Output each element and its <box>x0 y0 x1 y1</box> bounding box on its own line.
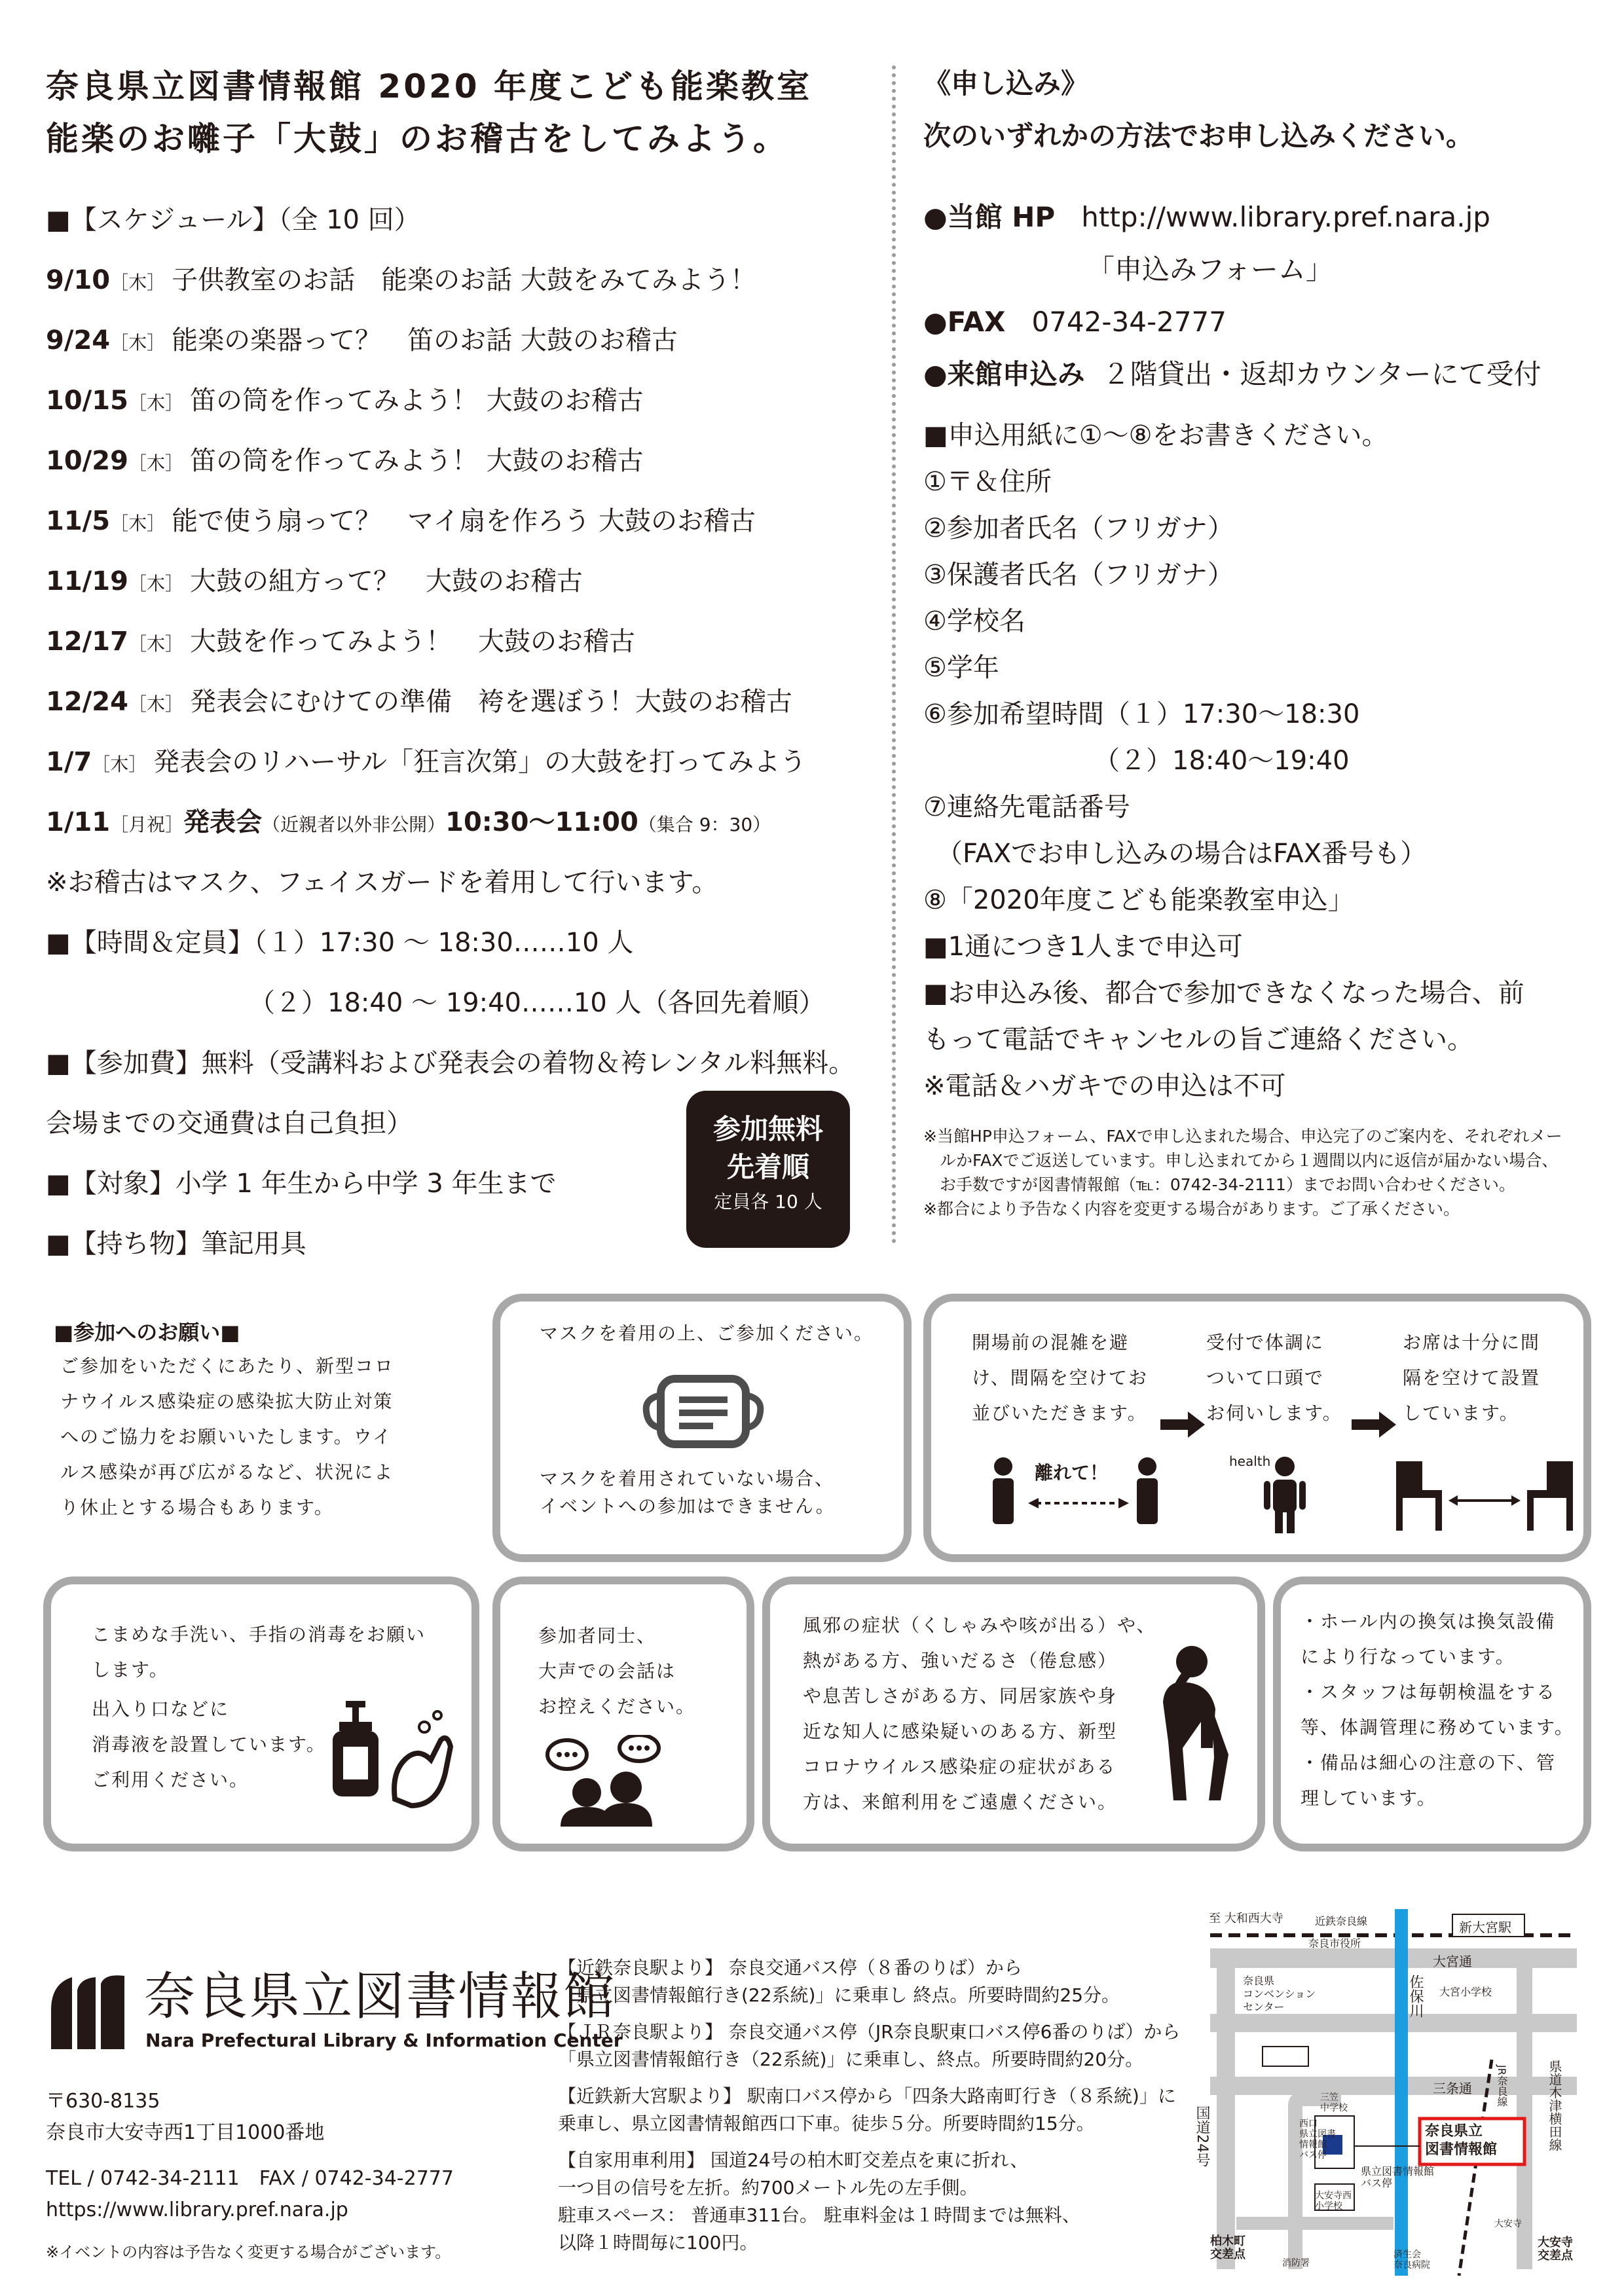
title-line-2: 能楽のお囃子「大鼓」のお稽古をしてみよう。 <box>46 120 788 158</box>
hall-line: 等、体調管理に務めています。 <box>1301 1717 1574 1738</box>
apply-visit-text: ２階貸出・返却カウンターにて受付 <box>1102 358 1541 390</box>
access-line <box>558 2138 1180 2147</box>
map-label-line: 県立図書情報館 <box>1361 2165 1435 2178</box>
handwash-line: 消毒液を設置しています。 <box>92 1734 326 1755</box>
symptoms-line: コロナウイルス感染症の症状がある <box>803 1756 1116 1777</box>
map-daianji-elem <box>1315 2191 1352 2212</box>
disclaimer: ※イベントの内容は予告なく変更する場合がございます。 <box>46 2243 451 2261</box>
schedule-row <box>46 431 871 491</box>
map-kintetsu-line: 近鉄奈良線 <box>1315 1915 1368 1927</box>
hall-text <box>1301 1604 1574 1816</box>
schedule-row <box>46 672 871 732</box>
schedule-topic: 能で使う扇って？ マイ扇を作ろう 大鼓のお稽古 <box>172 506 756 536</box>
fee-line-2: 会場までの交通費は自己負担） <box>46 1108 413 1139</box>
fee-line-1: ■【参加費】無料（受講料および発表会の着物＆袴レンタル料無料。 <box>46 1048 855 1078</box>
contact-block <box>46 2086 454 2262</box>
flow-line: お席は十分に間 <box>1403 1332 1541 1353</box>
badge-first-come: 先着順 <box>726 1151 809 1183</box>
schedule-row <box>46 611 871 672</box>
schedule-date: 11/19 <box>46 566 128 596</box>
map-omiya-elem: 大宮小学校 <box>1439 1986 1492 1998</box>
request-panel <box>46 1316 478 1552</box>
target-line: ■【対象】小学 1 年生から中学 3 年生まで <box>46 1169 557 1199</box>
fine-print-line: ※当館HP申込フォーム、FAXで申し込まれた場合、申込完了のご案内を、それぞれメー <box>923 1127 1562 1146</box>
arrow-right-icon <box>1352 1412 1397 1438</box>
map-saho-river: 佐保川 <box>1407 1975 1424 2018</box>
schedule-weekday: ［木］ <box>128 693 183 715</box>
map-label-line: 交差点 <box>1210 2248 1246 2261</box>
request-line: ルス感染が再び広がるなど、状況によ <box>60 1461 394 1483</box>
mask-panel <box>492 1294 912 1562</box>
mask-note: ※お稽古はマスク、フェイスガードを着用して行います。 <box>46 867 718 898</box>
hall-line: ・ホール内の換気は換気設備 <box>1301 1611 1556 1632</box>
person-icon <box>1259 1456 1311 1535</box>
map-library-bus-stop <box>1361 2166 1434 2189</box>
form-field-line: （２）18:40～19:40 <box>923 746 1350 776</box>
request-title: ■参加へのお願い■ <box>54 1320 240 1345</box>
conversation-icon <box>541 1735 672 1827</box>
request-line: ナウイルス感染症の感染拡大防止対策 <box>60 1391 394 1412</box>
map-graphic <box>1184 1909 1590 2276</box>
time-capacity-2: （２）18:40 ～ 19:40……10 人（各回先着順） <box>249 988 825 1018</box>
form-field-line: ①〒＆住所 <box>923 467 1052 497</box>
schedule-row <box>46 250 871 310</box>
map-to-yamato: 至 大和西大寺 <box>1209 1912 1283 1925</box>
application-section <box>923 58 1591 1221</box>
symptoms-line: 熱がある方、強いだるさ（倦怠感） <box>803 1650 1118 1671</box>
final-time: 10:30～11:00 <box>445 807 638 837</box>
map-label-line: バス停 <box>1299 2150 1327 2160</box>
form-field-line: ※電話＆ハガキでの申込は不可 <box>923 1071 1286 1101</box>
flow-step-queue <box>972 1325 1148 1431</box>
flow-line: しています。 <box>1403 1402 1519 1424</box>
flow-line: お伺いします。 <box>1206 1402 1342 1424</box>
flow-line: 隔を空けて設置 <box>1403 1367 1541 1389</box>
form-fields-list <box>923 459 1591 1110</box>
apply-fax-row <box>923 296 1591 348</box>
access-line: 【ＪＲ奈良駅より】 奈良交通バス停（JR奈良駅東口バス停6番のりば）から <box>558 2021 1181 2043</box>
map-label-line: 大安寺 <box>1538 2236 1573 2250</box>
final-note: （近親者以外非公開） <box>262 814 446 835</box>
schedule-weekday: ［木］ <box>128 633 183 655</box>
library-logo-icon <box>46 1971 131 2056</box>
map-jr-line: JR奈良線 <box>1496 2065 1508 2107</box>
schedule-topic: 子供教室のお話 能楽のお話 大鼓をみてみよう！ <box>172 265 756 295</box>
hall-line: ・スタッフは毎朝検温をする <box>1301 1681 1557 1703</box>
symptoms-panel <box>762 1576 1265 1851</box>
symptoms-line: 方は、来館利用をご遠慮ください。 <box>803 1791 1118 1813</box>
form-field-line: ■1通につき1人まで申込可 <box>923 932 1243 962</box>
talk-line: お控えください。 <box>538 1696 696 1717</box>
schedule-row <box>46 491 871 551</box>
schedule-date: 1/7 <box>46 747 92 777</box>
talk-panel <box>492 1576 754 1851</box>
map-city-hall: 奈良市役所 <box>1308 1937 1361 1950</box>
map-convention <box>1243 1975 1316 2014</box>
schedule-weekday: ［木］ <box>110 513 166 534</box>
map-west-bus-stop <box>1299 2119 1336 2160</box>
schedule-date: 9/24 <box>46 325 111 355</box>
schedule-date: 12/17 <box>46 627 128 657</box>
schedule-date: 9/10 <box>46 265 111 295</box>
map-label-line: コンベンション <box>1243 1988 1316 2000</box>
flow-step-seats <box>1403 1325 1540 1431</box>
map-library <box>1425 2123 1497 2159</box>
apply-hp-form: 「申込みフォーム」 <box>1087 253 1333 285</box>
fine-print-line: ※都合により予告なく内容を変更する場合があります。ご了承ください。 <box>923 1199 1460 1218</box>
schedule-topic: 笛の筒を作ってみよう！ 大鼓のお稽古 <box>189 446 644 476</box>
form-field-line: ④学校名 <box>923 606 1025 636</box>
library-name-jp: 奈良県立図書情報館 <box>144 1967 616 2026</box>
schedule-topic: 笛の筒を作ってみよう！ 大鼓のお稽古 <box>189 386 644 416</box>
schedule-weekday: ［木］ <box>110 272 166 293</box>
map-kashiwagi-jct <box>1210 2235 1246 2261</box>
fine-print <box>923 1124 1591 1221</box>
title-line-1: 奈良県立図書情報館 2020 年度こども能楽教室 <box>46 67 812 105</box>
health-label: health <box>1229 1453 1271 1469</box>
apply-hp-label: ●当館 HP <box>923 201 1056 233</box>
mask-top-text: マスクを着用の上、ご参加ください。 <box>540 1322 874 1344</box>
sanitizer-icon <box>333 1701 457 1812</box>
access-line: 乗車し、県立図書情報館西口下車。徒歩５分。所要時間約15分。 <box>558 2113 1095 2134</box>
map-daianji: 大安寺 <box>1494 2219 1522 2229</box>
handwash-panel <box>43 1576 479 1851</box>
symptoms-line: や息苦しさがある方、同居家族や身 <box>803 1685 1118 1707</box>
schedule-weekday: ［木］ <box>92 754 147 775</box>
access-line: 【近鉄新大宮駅より】 駅南口バス停から「四条大路南町行き（８系統)」に <box>558 2085 1176 2107</box>
schedule-weekday: ［木］ <box>128 392 183 414</box>
schedule-row <box>46 732 871 792</box>
map-label-line: 大安寺西 <box>1315 2191 1352 2201</box>
map-label-line: バス停 <box>1361 2177 1393 2189</box>
final-date: 1/11 <box>46 807 111 837</box>
form-field-line: ■お申込み後、都合で参加できなくなった場合、前 <box>923 978 1524 1008</box>
symptoms-line: 近な知人に感染疑いのある方、新型 <box>803 1721 1118 1742</box>
mask-bottom-text <box>540 1465 836 1520</box>
schedule-date: 10/29 <box>46 446 128 476</box>
apply-fax-label: ●FAX <box>923 306 1006 338</box>
flow-line: 開場前の混雑を避 <box>972 1332 1130 1353</box>
flow-line: 並びいただきます。 <box>972 1402 1147 1424</box>
map-fire-station: 消防署 <box>1282 2258 1310 2269</box>
map-label-line: 中学校 <box>1320 2103 1348 2113</box>
map-label-line: 情報館 <box>1299 2140 1327 2150</box>
talk-line: 参加者同士、 <box>538 1625 657 1647</box>
map-label-line: 小学校 <box>1315 2201 1342 2212</box>
address: 奈良市大安寺西1丁目1000番地 <box>46 2121 325 2144</box>
final-title: 発表会 <box>183 807 263 837</box>
schedule-topic: 発表会にむけての準備 袴を選ぼう！大鼓のお稽古 <box>189 687 792 717</box>
form-field-line: ②参加者氏名（フリガナ） <box>923 513 1234 543</box>
schedule-row <box>46 551 871 611</box>
talk-text <box>538 1618 695 1724</box>
form-field-line: （FAXでお申し込みの場合はFAX番号も） <box>923 839 1427 869</box>
request-line: へのご協力をお願いいたします。ウイ <box>60 1426 392 1448</box>
page-title <box>46 60 812 165</box>
map-mikasa-junior <box>1320 2092 1348 2113</box>
map-kizu-line: 県道木津横田線 <box>1547 2060 1562 2151</box>
zip-code: 〒630-8135 <box>46 2090 160 2113</box>
schedule-topic: 大鼓の組方って？ 大鼓のお稽古 <box>189 566 583 596</box>
apply-hp-row <box>923 191 1591 244</box>
mask-bottom-line: イベントへの参加はできません。 <box>540 1495 836 1517</box>
map-saiseikai-hospital <box>1393 2250 1430 2270</box>
schedule-topic: 発表会のリハーサル「狂言次第」の大鼓を打ってみよう <box>153 747 807 777</box>
badge-capacity: 定員各 10 人 <box>714 1191 822 1212</box>
map-omiya-dori: 大宮通 <box>1433 1954 1472 1969</box>
handwash-line: こまめな手洗い、手指の消毒をお願い <box>92 1624 426 1645</box>
flow-step-health <box>1206 1325 1342 1431</box>
access-line: 【自家用車利用】 国道24号の柏木町交差点を東に折れ、 <box>558 2149 1029 2171</box>
form-field-line: ⑦連絡先電話番号 <box>923 792 1130 822</box>
distance-label: 離れて！ <box>1035 1462 1109 1484</box>
request-text <box>46 1349 478 1525</box>
schedule-date: 11/5 <box>46 506 111 536</box>
map-sanjo-dori: 三条通 <box>1433 2081 1472 2096</box>
apply-heading: 《申し込み》 <box>923 67 1089 100</box>
hall-panel <box>1273 1576 1591 1851</box>
map-label-line: 柏木町 <box>1210 2234 1246 2248</box>
fine-print-line: お手数ですが図書情報館（℡：0742-34-2111）までお問い合わせください。 <box>923 1175 1515 1194</box>
schedule-date: 12/24 <box>46 687 128 717</box>
badge-free: 参加無料 <box>712 1113 823 1145</box>
arrow-right-icon <box>1160 1412 1206 1438</box>
schedule-weekday: ［木］ <box>110 332 166 354</box>
fine-print-line: ルかFAXでご返送しています。申し込まれてから１週間以内に返信が届かない場合、 <box>923 1151 1559 1170</box>
belongings-line: ■【持ち物】筆記用具 <box>46 1229 306 1259</box>
schedule-topic: 能楽の楽器って？ 笛のお話 大鼓のお稽古 <box>172 325 678 355</box>
schedule-list <box>46 250 871 792</box>
apply-visit-label: ●来館申込み <box>923 358 1085 390</box>
map-label-line: 交差点 <box>1538 2249 1573 2263</box>
form-field-line: ③保護者氏名（フリガナ） <box>923 560 1234 590</box>
access-line <box>558 2073 1180 2083</box>
map-label-line: 奈良県立 <box>1425 2123 1483 2140</box>
handwash-line: 出入り口などに <box>92 1698 230 1720</box>
apply-lead: 次のいずれかの方法でお申し込みください。 <box>923 120 1474 152</box>
map-label-line: 済生会 <box>1393 2250 1421 2260</box>
map-label-line: センター <box>1243 2001 1285 2013</box>
mask-icon <box>641 1372 766 1451</box>
request-line: り休止とする場合もあります。 <box>60 1497 334 1518</box>
map-label-line: 奈良県 <box>1243 1975 1275 1987</box>
map-label-line: 奈良病院 <box>1393 2260 1430 2270</box>
handwash-line: します。 <box>92 1659 169 1681</box>
sick-person-icon <box>1150 1643 1242 1807</box>
symptoms-line: 風邪の症状（くしゃみや咳が出る）や、 <box>803 1614 1156 1636</box>
mask-bottom-line: マスクを着用されていない場合、 <box>540 1468 835 1489</box>
tel-fax: TEL / 0742-34-2111 FAX / 0742-34-2777 <box>46 2167 454 2190</box>
final-event-row <box>46 792 871 852</box>
schedule-topic: 大鼓を作ってみよう！ 大鼓のお稽古 <box>189 627 635 657</box>
time-capacity-1: ■【時間＆定員】（１）17:30 ～ 18:30……10 人 <box>46 928 634 958</box>
map-label-line: 図書情報館 <box>1425 2141 1498 2158</box>
hall-line: により行なっています。 <box>1301 1646 1515 1667</box>
access-line: 以降１時間毎に100円。 <box>558 2232 758 2253</box>
free-badge <box>686 1091 850 1248</box>
entry-flow-panel <box>923 1294 1591 1562</box>
schedule-row <box>46 371 871 431</box>
access-map <box>1184 1909 1590 2276</box>
map-label-line: 三笠 <box>1320 2092 1338 2103</box>
access-line: 「県立図書情報館行き(22系統)」に乗車し 終点。所要時間約25分。 <box>558 1984 1120 2006</box>
map-shin-omiya: 新大宮駅 <box>1459 1920 1511 1935</box>
website-url[interactable]: https://www.library.pref.nara.jp <box>46 2198 348 2221</box>
schedule-weekday: ［木］ <box>128 573 183 594</box>
form-field-line: ⑧「2020年度こども能楽教室申込」 <box>923 885 1354 915</box>
form-field-line: ⑤学年 <box>923 653 999 683</box>
talk-line: 大声での会話は <box>538 1660 676 1682</box>
library-name-en: Nara Prefectural Library & Information Center <box>145 2030 623 2051</box>
handwash-line: ご利用ください。 <box>92 1769 249 1791</box>
map-label-line: 県立図書 <box>1299 2129 1336 2140</box>
access-line: 「県立図書情報館行き（22系統)」に乗車し、終点。所要時間約20分。 <box>558 2049 1144 2070</box>
apply-fax-number: 0742-34-2777 <box>1031 306 1227 338</box>
spaced-chairs-icon <box>1390 1461 1579 1533</box>
hall-line: 理しています。 <box>1301 1787 1437 1809</box>
schedule-date: 10/15 <box>46 386 128 416</box>
map-label-line: 西口 <box>1299 2119 1318 2129</box>
access-directions <box>558 1954 1180 2257</box>
access-line: 駐車スペース： 普通車311台。 駐車料金は１時間までは無料、 <box>558 2204 1080 2226</box>
column-divider <box>892 65 896 1244</box>
access-line: 【近鉄奈良駅より】 奈良交通バス停（８番のりば）から <box>558 1957 1022 1978</box>
form-field-line: ⑥参加希望時間（１）17:30～18:30 <box>923 699 1360 729</box>
schedule-heading: ■【スケジュール】（全 10 回） <box>46 205 420 235</box>
schedule-weekday: ［木］ <box>128 452 183 474</box>
access-line: 一つ目の信号を左折。約700メートル先の左手側。 <box>558 2177 978 2198</box>
access-line <box>558 2009 1180 2018</box>
flow-line: 受付で体調に <box>1206 1332 1325 1353</box>
apply-hp-url[interactable]: http://www.library.pref.nara.jp <box>1081 201 1490 233</box>
final-weekday: ［月祝］ <box>110 814 184 835</box>
map-daianji-jct <box>1538 2236 1573 2263</box>
flow-line: け、間隔を空けてお <box>972 1367 1148 1389</box>
request-line: ご参加をいただくにあたり、新型コロ <box>60 1355 395 1377</box>
hall-line: ・備品は細心の注意の下、管 <box>1301 1752 1557 1774</box>
apply-visit-row <box>923 348 1591 401</box>
flow-line: ついて口頭で <box>1206 1367 1325 1389</box>
schedule-row <box>46 310 871 371</box>
form-field-line: もって電話でキャンセルの旨ご連絡ください。 <box>923 1025 1473 1055</box>
symptoms-text <box>803 1608 1156 1820</box>
map-route-24: 国道24号 <box>1194 2105 1210 2167</box>
form-lead: ■申込用紙に①～⑧をお書きください。 <box>923 420 1388 450</box>
final-gather: （集合 9：30） <box>638 814 771 835</box>
